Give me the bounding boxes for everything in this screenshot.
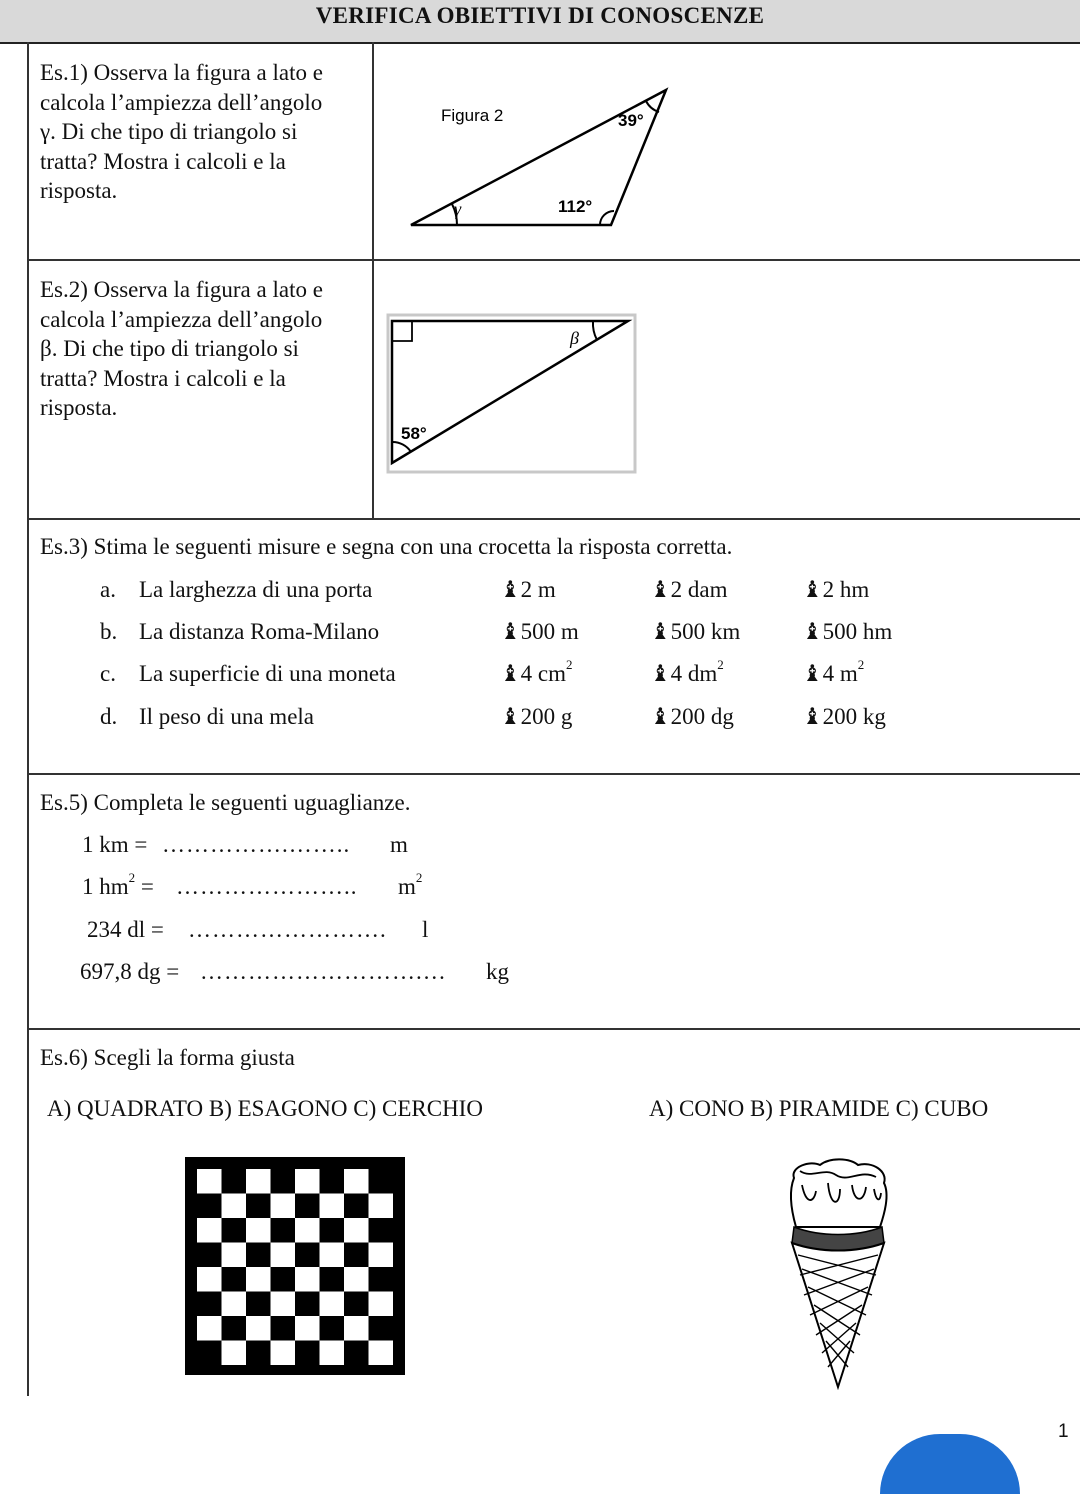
equation-exponent: 2 <box>128 870 136 885</box>
chessboard-square <box>369 1243 394 1268</box>
chessboard-square <box>246 1218 271 1243</box>
option-2hm[interactable] <box>802 577 869 603</box>
checkbox-icon[interactable]: ♝ <box>500 577 521 602</box>
chessboard-square <box>222 1243 247 1268</box>
es1-line: calcola l’ampiezza dell’angolo <box>40 89 323 115</box>
chessboard-square <box>344 1169 369 1194</box>
es5-row-dg <box>80 959 179 985</box>
es3-title: Es.3) Stima le seguenti misure e segna con una crocetta la risposta corretta. <box>40 534 733 559</box>
angle-39-label: 39° <box>618 111 644 130</box>
chessboard-square <box>320 1292 345 1317</box>
es3-item-text: La larghezza di una porta <box>139 577 373 602</box>
chessboard-square <box>246 1267 271 1292</box>
answer-blank-dl[interactable]: ……………………. <box>188 917 387 942</box>
chessboard-square <box>295 1169 320 1194</box>
chessboard-square <box>222 1292 247 1317</box>
option-200kg[interactable] <box>802 704 886 730</box>
blue-tab-shape <box>880 1434 1020 1494</box>
option-2m[interactable] <box>500 577 556 603</box>
option-exponent: 2 <box>857 657 865 672</box>
divider-es3 <box>28 773 1080 775</box>
checkbox-icon[interactable]: ♝ <box>802 577 823 602</box>
chessboard-square <box>320 1243 345 1268</box>
option-exponent: 2 <box>717 657 724 672</box>
option-2dam[interactable] <box>650 577 727 603</box>
es5-row-km <box>82 832 147 858</box>
checkbox-icon[interactable]: ♝ <box>802 661 823 686</box>
es1-line: risposta. <box>40 178 118 203</box>
option-value: 200 kg <box>822 704 886 729</box>
page-header <box>0 0 1080 44</box>
header-title: VERIFICA OBIETTIVI DI CONOSCENZE <box>315 3 765 28</box>
option-value: 2 dam <box>670 577 728 602</box>
chessboard-square <box>369 1194 394 1219</box>
chessboard-square <box>271 1194 296 1219</box>
option-500m[interactable] <box>500 619 579 645</box>
es5-title: Es.5) Completa le seguenti uguaglianze. <box>40 790 411 815</box>
unit-exponent: 2 <box>415 870 423 885</box>
ice-cream-cone-image <box>780 1155 895 1390</box>
equation-left: 697,8 dg = <box>80 959 180 984</box>
chessboard-image <box>185 1157 405 1375</box>
checkbox-icon[interactable]: ♝ <box>500 619 521 644</box>
chessboard-square <box>246 1169 271 1194</box>
angle-112-label: 112° <box>558 197 593 216</box>
chessboard-square <box>369 1341 394 1366</box>
option-value: 500 km <box>670 619 741 644</box>
figure-2-label: Figura 2 <box>441 106 504 125</box>
chessboard-square <box>271 1243 296 1268</box>
es2-line: β. Di che tipo di triangolo si <box>40 336 299 361</box>
chessboard-square <box>320 1341 345 1366</box>
es6-options-right[interactable]: A) CONO B) PIRAMIDE C) CUBO <box>649 1096 989 1121</box>
es2-line: Es.2) Osserva la figura a lato e <box>40 277 323 302</box>
option-exponent: 2 <box>565 657 573 672</box>
es6-options-left[interactable]: A) QUADRATO B) ESAGONO C) CERCHIO <box>47 1096 483 1121</box>
option-200dg[interactable] <box>650 704 734 730</box>
es1-question <box>40 58 370 206</box>
option-4m2[interactable] <box>802 657 865 687</box>
es3-letter: d. <box>100 704 118 729</box>
equation-equals: = <box>135 874 154 899</box>
option-value: 500 m <box>520 619 579 644</box>
es6-title: Es.6) Scegli la forma giusta <box>40 1045 295 1070</box>
chessboard-square <box>344 1267 369 1292</box>
chessboard-square <box>369 1292 394 1317</box>
es2-line: calcola l’ampiezza dell’angolo <box>40 306 323 332</box>
option-value: 4 cm <box>520 661 566 686</box>
chessboard-square <box>246 1316 271 1341</box>
chessboard-square <box>271 1292 296 1317</box>
chessboard-square <box>197 1218 222 1243</box>
option-value: 200 dg <box>670 704 734 729</box>
es5-row-hm2 <box>82 870 154 900</box>
figure-right-triangle <box>385 312 640 477</box>
option-value: 200 g <box>520 704 573 729</box>
option-4dm2[interactable] <box>650 657 724 687</box>
es1-line: Es.1) Osserva la figura a lato e <box>40 60 323 85</box>
unit-m2 <box>398 870 423 900</box>
es2-line: risposta. <box>40 395 118 420</box>
es3-item-text: La distanza Roma-Milano <box>139 619 380 644</box>
unit-l: l <box>422 917 429 942</box>
answer-blank-dg[interactable]: ……………………….… <box>200 959 447 984</box>
angle-58-label: 58° <box>401 424 427 443</box>
table-column-divider <box>372 42 374 519</box>
option-value: 500 hm <box>822 619 893 644</box>
checkbox-icon[interactable]: ♝ <box>802 704 823 729</box>
chessboard-square <box>222 1341 247 1366</box>
checkbox-icon[interactable]: ♝ <box>802 619 823 644</box>
chessboard-square <box>271 1341 296 1366</box>
divider-es5 <box>28 1028 1080 1030</box>
option-value: 2 hm <box>822 577 870 602</box>
equation-left: 234 dl = <box>87 917 164 942</box>
option-value: 4 m <box>822 661 858 686</box>
angle-beta-label: β <box>570 328 579 348</box>
option-500km[interactable] <box>650 619 740 645</box>
es2-line: tratta? Mostra i calcoli e la <box>40 365 286 391</box>
divider-es2 <box>28 518 1080 520</box>
option-value: 2 m <box>520 577 556 602</box>
chessboard-square <box>344 1316 369 1341</box>
es2-question <box>40 275 370 423</box>
chessboard-square <box>295 1218 320 1243</box>
es1-line: tratta? Mostra i calcoli e la <box>40 148 286 174</box>
es3-letter: b. <box>100 619 118 644</box>
checkbox-icon[interactable]: ♝ <box>650 661 671 686</box>
answer-blank-hm2[interactable]: ………………….. <box>176 874 358 899</box>
option-200g[interactable] <box>500 704 572 730</box>
es3-letter: c. <box>100 661 116 686</box>
es5-row-dl <box>87 917 164 943</box>
equation-left: 1 hm <box>82 874 129 899</box>
es1-line: γ. Di che tipo di triangolo si <box>40 119 298 144</box>
unit-kg: kg <box>486 959 509 984</box>
checkbox-icon[interactable]: ♝ <box>650 704 671 729</box>
unit-m: m <box>390 832 408 857</box>
option-500hm[interactable] <box>802 619 892 645</box>
unit-value: m <box>398 874 416 899</box>
checkbox-icon[interactable]: ♝ <box>650 577 671 602</box>
option-value: 4 dm <box>670 661 718 686</box>
angle-gamma-label: γ <box>454 199 462 219</box>
chessboard-square <box>222 1194 247 1219</box>
chessboard-square <box>295 1316 320 1341</box>
divider-es1 <box>28 259 1080 261</box>
figure-2-triangle <box>380 70 700 245</box>
chessboard-square <box>197 1267 222 1292</box>
chessboard-square <box>320 1194 345 1219</box>
table-left-border <box>27 42 29 1396</box>
checkbox-icon[interactable]: ♝ <box>650 619 671 644</box>
checkbox-icon[interactable]: ♝ <box>500 661 521 686</box>
chessboard-square <box>295 1267 320 1292</box>
es3-item-text: La superficie di una moneta <box>139 661 396 686</box>
chessboard-square <box>197 1169 222 1194</box>
checkbox-icon[interactable]: ♝ <box>500 704 521 729</box>
chessboard-square <box>344 1218 369 1243</box>
chessboard-square <box>197 1316 222 1341</box>
page-number: 1 <box>1058 1421 1069 1442</box>
answer-blank-km[interactable]: …………….…….. <box>162 832 351 857</box>
es3-letter: a. <box>100 577 116 602</box>
option-4cm2[interactable] <box>500 657 573 687</box>
equation-left: 1 km = <box>82 832 148 857</box>
es3-item-text: Il peso di una mela <box>139 704 315 729</box>
